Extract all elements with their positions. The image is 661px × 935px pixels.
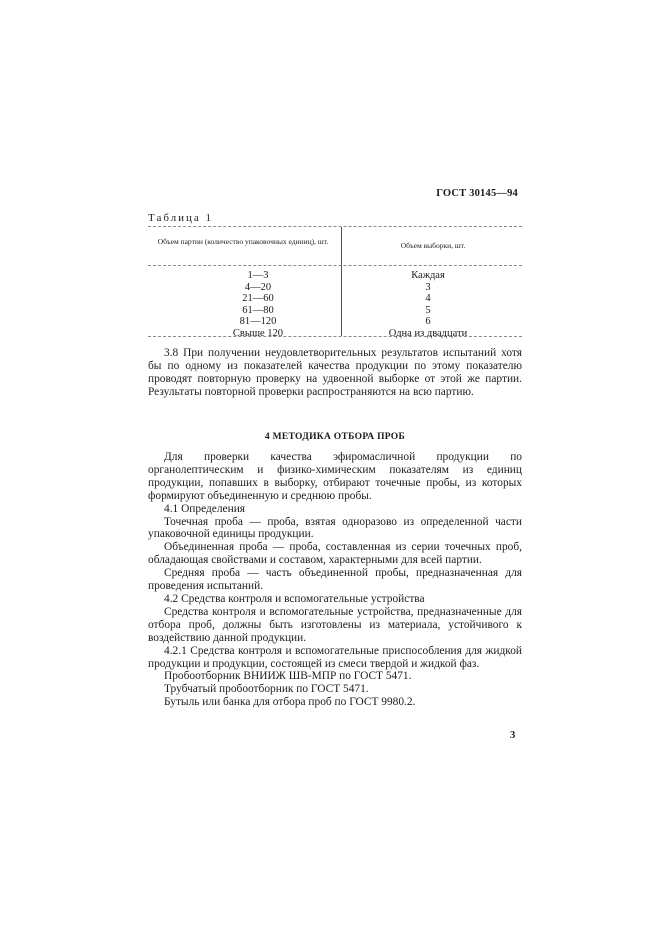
paragraph: Объединенная проба — проба, составленная из серии точечных проб, обладающая свойствами и составом, характерными для всей партии. xyxy=(148,541,522,567)
section-title: 4 МЕТОДИКА ОТБОРА ПРОБ xyxy=(264,432,406,442)
table-cell: Свыше 120 xyxy=(232,327,284,339)
table-column-divider xyxy=(341,227,342,336)
paragraph: Бутыль или банка для отбора проб по ГОСТ 9980.2. xyxy=(164,696,416,709)
table-cell: 21—60 xyxy=(242,293,274,305)
sampling-table xyxy=(148,225,522,337)
table-cell: 6 xyxy=(425,316,431,328)
paragraph: Средняя проба — часть объединенной пробы, предназначенная для проведения испытаний. xyxy=(148,567,522,593)
paragraph: Средства контроля и вспомогательные устройства, предназначенные для отбора проб, должны быть изготовлены из материала, устойчивого к воздействию данной продукции. xyxy=(148,605,522,644)
table-cell: 4—20 xyxy=(244,281,272,293)
table-cell: 61—80 xyxy=(242,304,274,316)
table-cell: 3 xyxy=(425,281,431,293)
paragraph: 4.1 Определения xyxy=(164,502,246,515)
table-col-sample xyxy=(348,270,508,340)
table-header-sample: Объем выборки, шт. xyxy=(400,241,466,250)
section-4-body xyxy=(148,451,522,709)
table-header-lot: Объем партии (количество упаковочных единиц), шт. xyxy=(157,237,329,246)
table-cell: 1—3 xyxy=(247,270,269,281)
table-cell: 81—120 xyxy=(239,316,277,328)
page-number: 3 xyxy=(510,730,516,741)
document-code-header: ГОСТ 30145—94 xyxy=(436,188,518,199)
table-cell: Одна из двадцати xyxy=(388,327,468,339)
clause-3-8 xyxy=(148,347,522,399)
paragraph: 3.8 При получении неудовлетворительных результатов испытаний хотя бы по одному из показателей качества продукции по этому показателю проводят повторную проверку на удвоенной выборке от этой же партии. Результаты повторной проверки распространяются на всю партию. xyxy=(148,347,522,398)
table-cell: 4 xyxy=(425,293,431,305)
paragraph: 4.2 Средства контроля и вспомогательные устройства xyxy=(164,592,425,605)
table-top-rule xyxy=(148,226,522,227)
paragraph: Точечная проба — проба, взятая одноразово из определенной части упаковочной единицы продукции. xyxy=(148,515,522,541)
paragraph: Трубчатый пробоотборник по ГОСТ 5471. xyxy=(164,683,369,696)
table-cell: Каждая xyxy=(411,270,445,281)
table-header-rule xyxy=(148,265,522,266)
table-caption: Таблица 1 xyxy=(148,212,214,224)
paragraph: 4.2.1 Средства контроля и вспомогательные приспособления для жидкой продукции и продукции, состоящей из смеси твердой и жидкой фаз. xyxy=(148,644,522,670)
table-cell: 5 xyxy=(425,304,431,316)
table-col-lot xyxy=(188,270,328,340)
paragraph: Пробоотборник ВНИИЖ ШВ-МПР по ГОСТ 5471. xyxy=(164,670,412,683)
paragraph: Для проверки качества эфиромасличной продукции по органолептическим и физико-химическим показателям из единиц продукции, попавших в выборку, отбирают точечные пробы, из которых формируют объединенную и среднюю пробы. xyxy=(148,451,522,502)
